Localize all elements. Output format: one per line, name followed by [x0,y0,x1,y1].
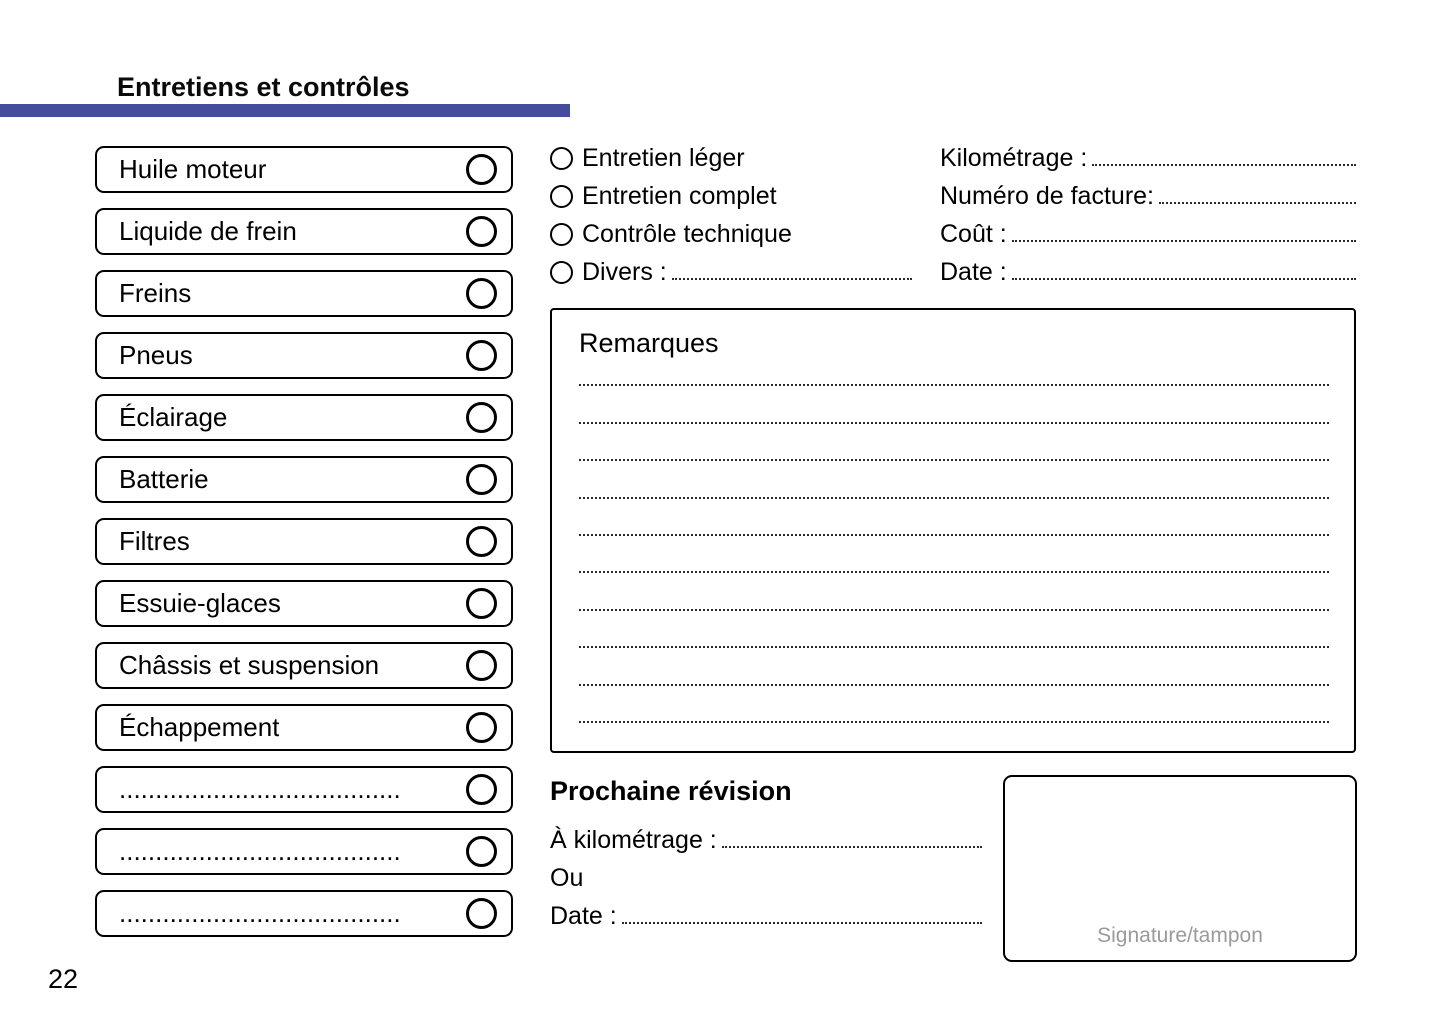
check-circle[interactable] [466,278,497,309]
field-label: À kilométrage : [550,825,717,854]
checklist-item-label: Freins [119,278,192,308]
check-circle[interactable] [466,836,497,867]
checklist-row-blank-3 [95,890,513,937]
field-label: Kilométrage : [940,143,1088,172]
field-label: Numéro de facture: [940,181,1154,210]
check-circle[interactable] [466,464,497,495]
check-circle[interactable] [466,774,497,805]
remarks-ruled-line [579,648,1329,685]
radio-circle[interactable] [550,223,573,246]
checklist-item-label: Châssis et suspension [119,650,380,680]
checklist-row-freins [95,270,513,317]
checklist-item-label: ....................................... [119,898,401,928]
remarks-title: Remarques [579,328,719,358]
service-option-label: Divers : [582,257,667,286]
service-option-divers [550,253,912,291]
check-circle[interactable] [466,712,497,743]
remarks-ruled-line [579,424,1329,461]
remarks-box [550,308,1356,753]
checklist-row-batterie [95,456,513,503]
field-label: Coût : [940,219,1007,248]
remarks-lines[interactable] [579,349,1329,723]
remarks-ruled-line [579,536,1329,573]
service-option-entretien-leger [550,139,912,177]
radio-circle[interactable] [550,185,573,208]
facture-fill-in-line[interactable] [1159,202,1356,204]
check-circle[interactable] [466,526,497,557]
field-numero-de-facture [940,177,1356,215]
radio-circle[interactable] [550,261,573,284]
field-label: Date : [940,257,1007,286]
checklist-row-blank-2 [95,828,513,875]
checklist-row-echappement [95,704,513,751]
next-service-section [550,776,982,935]
check-circle[interactable] [466,588,497,619]
checklist-item-label: ....................................... [119,836,401,866]
checklist-item-label: Batterie [119,464,209,494]
checklist-row-blank-1 [95,766,513,813]
remarks-ruled-line [579,686,1329,723]
remarks-ruled-line [579,499,1329,536]
checklist-item-label: Liquide de frein [119,216,297,246]
service-option-controle-technique [550,215,912,253]
next-service-title: Prochaine révision [550,776,792,806]
checklist-row-eclairage [95,394,513,441]
checklist-item-label: Filtres [119,526,190,556]
divers-fill-in-line[interactable] [672,278,912,280]
checklist-row-chassis-et-suspension [95,642,513,689]
check-circle[interactable] [466,340,497,371]
check-circle[interactable] [466,216,497,247]
checklist-item-label: ....................................... [119,774,401,804]
checklist-row-huile-moteur [95,146,513,193]
title-underline-bar [0,104,570,117]
field-label: Ou [550,863,584,892]
signature-box[interactable] [1003,775,1357,962]
next-service-kilometrage [550,821,982,859]
remarks-ruled-line [579,461,1329,498]
checklist-item-label: Huile moteur [119,154,267,184]
remarks-ruled-line [579,386,1329,423]
service-type-options [550,139,912,291]
page-title: Entretiens et contrôles [117,72,410,102]
checklist-item-label: Essuie-glaces [119,588,281,618]
service-option-label: Contrôle technique [582,219,792,248]
service-option-entretien-complet [550,177,912,215]
remarks-ruled-line [579,611,1329,648]
checklist-row-pneus [95,332,513,379]
date-fill-in-line[interactable] [1012,278,1356,280]
checklist-row-essuie-glaces [95,580,513,627]
service-option-label: Entretien léger [582,143,745,172]
next-kilometrage-fill-in-line[interactable] [722,846,982,848]
next-date-fill-in-line[interactable] [622,922,982,924]
checklist-item-label: Pneus [119,340,193,370]
check-circle[interactable] [466,402,497,433]
service-detail-fields [940,139,1356,291]
field-kilometrage [940,139,1356,177]
radio-circle[interactable] [550,147,573,170]
next-service-date [550,897,982,935]
check-circle[interactable] [466,898,497,929]
cout-fill-in-line[interactable] [1012,240,1356,242]
field-date [940,253,1356,291]
signature-label: Signature/tampon [1097,924,1263,947]
kilometrage-fill-in-line[interactable] [1092,164,1356,166]
field-label: Date : [550,901,617,930]
field-cout [940,215,1356,253]
remarks-ruled-line [579,573,1329,610]
service-option-label: Entretien complet [582,181,777,210]
check-circle[interactable] [466,650,497,681]
checklist-row-filtres [95,518,513,565]
check-circle[interactable] [466,154,497,185]
next-service-ou [550,859,982,897]
checklist-item-label: Éclairage [119,402,228,432]
page-number: 22 [48,964,79,994]
checklist-item-label: Échappement [119,712,280,742]
checklist-row-liquide-de-frein [95,208,513,255]
